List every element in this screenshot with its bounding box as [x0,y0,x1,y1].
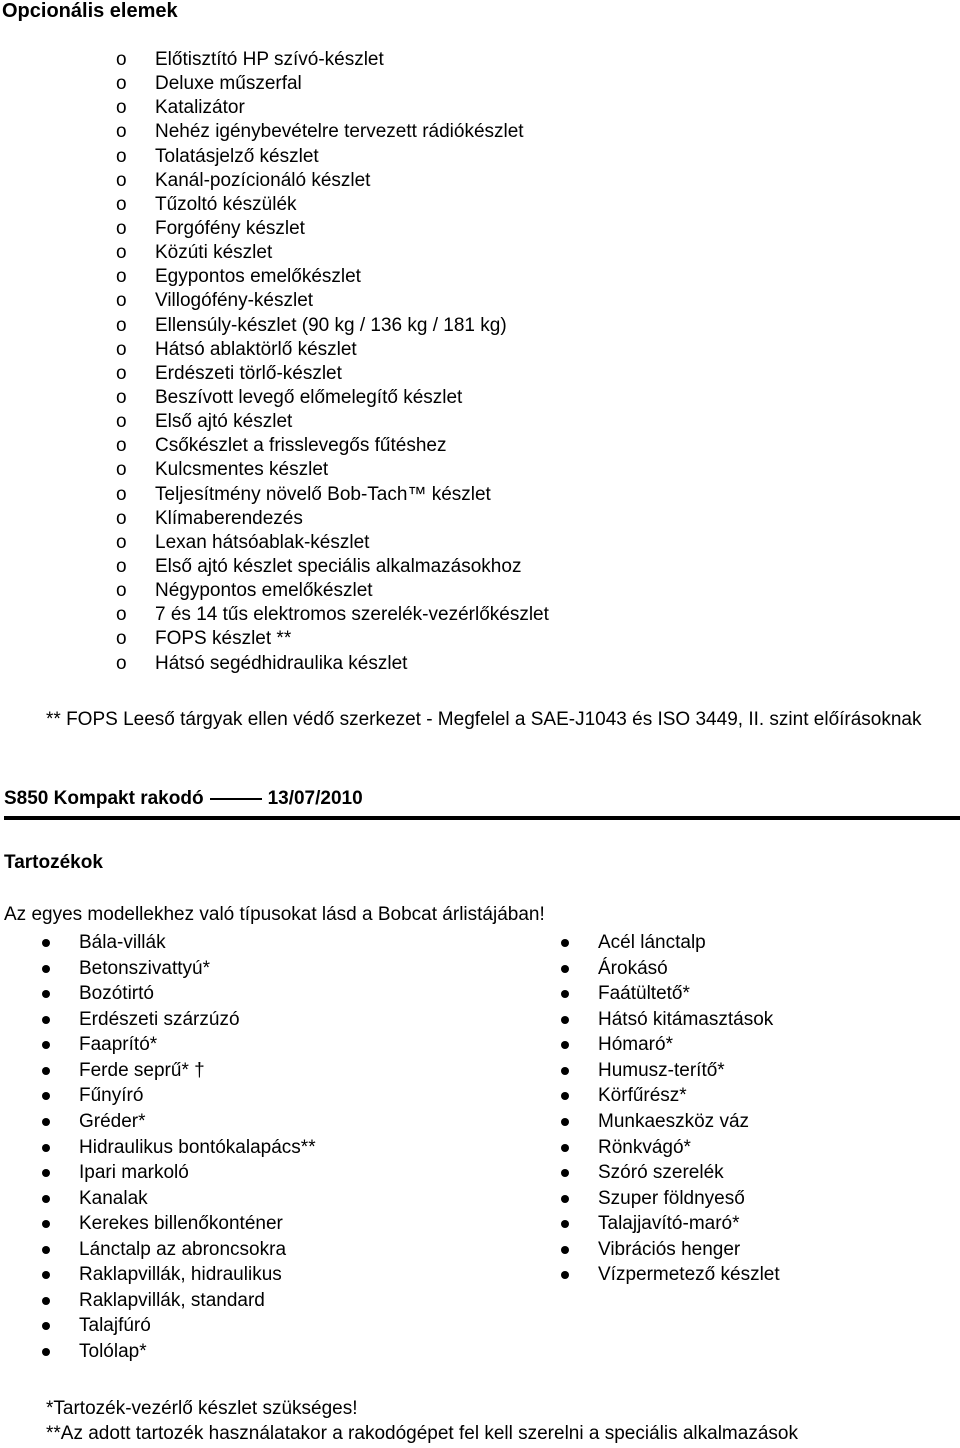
bullet-icon [42,1271,50,1279]
list-marker: o [116,435,127,457]
list-marker: o [116,217,127,239]
accessories-title: Tartozékok [4,852,103,873]
accessory-item-label: Szóró szerelék [598,1162,724,1184]
bullet-icon [42,1195,50,1203]
list-marker: o [116,266,127,288]
accessory-item-label: Faátültető* [598,983,690,1005]
bullet-icon [561,1271,569,1279]
accessory-item-label: Erdészeti szárzúzó [79,1008,240,1030]
accessory-control-note: *Tartozék-vezérlő készlet szükséges! [46,1398,358,1419]
accessory-item-label: Fűnyíró [79,1085,144,1107]
accessory-item-label: Szuper földnyeső [598,1187,745,1209]
list-marker: o [116,411,127,433]
bullet-icon [42,939,50,947]
accessory-item-label: Raklapvillák, hidraulikus [79,1264,282,1286]
list-marker: o [116,459,127,481]
bullet-icon [561,1169,569,1177]
list-marker: o [116,314,127,336]
accessory-item-label: Vízpermetező készlet [598,1264,780,1286]
optional-item-label: Katalizátor [155,97,245,119]
optional-item-label: Klímaberendezés [155,507,303,529]
accessory-item-label: Vibrációs henger [598,1238,741,1260]
accessory-item-label: Kanalak [79,1187,148,1209]
fops-footnote: ** FOPS Leeső tárgyak ellen védő szerkezet - Megfelel a SAE-J1043 és ISO 3449, II. szint előírásoknak [46,709,922,730]
accessory-item-label: Kerekes billenőkonténer [79,1213,283,1235]
accessory-item-label: Tolólap* [79,1341,147,1362]
bullet-icon [42,1041,50,1049]
list-marker: o [116,169,127,191]
bullet-icon [561,1118,569,1126]
optional-item-label: Első ajtó készlet speciális alkalmazásokhoz [155,555,522,577]
list-marker: o [116,386,127,408]
optional-item-label: Egypontos emelőkészlet [155,266,361,288]
optional-item-label: Villogófény-készlet [155,290,314,312]
optional-item-label: Nehéz igénybevételre tervezett rádiókészlet [155,121,524,143]
optional-item-label: Tűzoltó készülék [155,193,297,215]
optional-item-label: Tolatásjelző készlet [155,145,319,167]
bullet-icon [561,1092,569,1100]
accessory-item-label: Acél lánctalp [598,932,706,953]
list-marker: o [116,97,127,119]
bullet-icon [42,965,50,973]
list-marker: o [116,604,127,626]
accessory-item-label: Körfűrész* [598,1085,687,1107]
accessory-item-label: Talajfúró [79,1315,151,1337]
accessory-item-label: Hátsó kitámasztások [598,1008,774,1030]
list-marker: o [116,49,127,70]
bullet-icon [561,1220,569,1228]
list-marker: o [116,580,127,602]
accessory-item-label: Betonszivattyú* [79,957,210,979]
bottom-notes [46,1396,798,1446]
accessory-item-label: Rönkvágó* [598,1136,691,1158]
bullet-icon [42,1322,50,1330]
optional-item-label: Beszívott levegő előmelegítő készlet [155,386,463,408]
optional-item-label: FOPS készlet ** [155,628,292,650]
optional-section-title: Opcionális elemek [2,0,178,22]
accessory-item-label: Gréder* [79,1110,146,1132]
list-marker: o [116,290,127,312]
header-rule [4,816,960,820]
optional-item-label: Deluxe műszerfal [155,73,302,95]
list-marker: o [116,193,127,215]
optional-item-label: Csőkészlet a frisslevegős fűtéshez [155,435,447,457]
accessory-item-label: Lánctalp az abroncsokra [79,1238,287,1260]
optional-item-label: Négypontos emelőkészlet [155,580,373,602]
bullet-icon [561,990,569,998]
accessory-item-label: Ferde seprű* † [79,1059,205,1081]
bullet-icon [561,1016,569,1024]
bullet-icon [42,1246,50,1254]
bullet-icon [561,965,569,973]
bullet-icon [42,1118,50,1126]
bullet-icon [42,1348,50,1356]
optional-item-label: Teljesítmény növelő Bob-Tach™ készlet [155,483,491,505]
model-name: S850 Kompakt rakodó [4,788,204,809]
list-marker: o [116,483,127,505]
bullet-icon [42,1092,50,1100]
optional-item-label: Forgófény készlet [155,217,305,239]
bullet-icon [42,1297,50,1305]
list-marker: o [116,507,127,529]
document-header [4,786,363,812]
list-marker: o [116,145,127,167]
optional-item-label: Előtisztító HP szívó-készlet [155,49,384,70]
list-marker: o [116,338,127,360]
accessory-item-label: Árokásó [598,957,668,979]
bullet-icon [561,1246,569,1254]
special-application-note: **Az adott tartozék használatakor a rakodógépet fel kell szerelni a speciális alkalmazások [46,1423,798,1444]
accessory-item-label: Hidraulikus bontókalapács** [79,1136,316,1158]
bullet-icon [561,1195,569,1203]
bullet-icon [42,1220,50,1228]
header-dash [210,798,262,800]
bullet-icon [561,1144,569,1152]
list-marker: o [116,628,127,650]
accessory-item-label: Bála-villák [79,932,166,953]
accessory-item-label: Faaprító* [79,1034,158,1056]
list-marker: o [116,531,127,553]
accessory-item-label: Bozótirtó [79,983,154,1005]
optional-item-label: Hátsó segédhidraulika készlet [155,652,408,674]
accessory-item-label: Hómaró* [598,1034,673,1056]
accessory-item-label: Talajjavító-maró* [598,1213,740,1235]
list-marker: o [116,121,127,143]
optional-item-label: Lexan hátsóablak-készlet [155,531,370,553]
optional-item-label: Első ajtó készlet [155,411,293,433]
bullet-icon [561,939,569,947]
list-marker: o [116,73,127,95]
accessories-intro: Az egyes modellekhez való típusokat lásd a Bobcat árlistájában! [4,904,545,925]
optional-item-label: 7 és 14 tűs elektromos szerelék-vezérlőkészlet [155,604,549,626]
optional-item-label: Közúti készlet [155,242,273,264]
bullet-icon [42,1016,50,1024]
document-date: 13/07/2010 [267,788,363,809]
optional-item-label: Erdészeti törlő-készlet [155,362,342,384]
list-marker: o [116,242,127,264]
bullet-icon [42,1067,50,1075]
accessory-item-label: Ipari markoló [79,1162,189,1184]
bullet-icon [42,1169,50,1177]
accessory-item-label: Humusz-terítő* [598,1059,725,1081]
list-marker: o [116,362,127,384]
accessory-item-label: Munkaeszköz váz [598,1110,750,1132]
bullet-icon [42,990,50,998]
bullet-icon [561,1067,569,1075]
optional-item-label: Kanál-pozícionáló készlet [155,169,371,191]
list-marker: o [116,555,127,577]
list-marker: o [116,652,127,674]
optional-item-label: Hátsó ablaktörlő készlet [155,338,357,360]
optional-item-label: Kulcsmentes készlet [155,459,329,481]
accessory-item-label: Raklapvillák, standard [79,1289,265,1311]
optional-item-label: Ellensúly-készlet (90 kg / 136 kg / 181 kg) [155,314,507,336]
bullet-icon [42,1144,50,1152]
bullet-icon [561,1041,569,1049]
